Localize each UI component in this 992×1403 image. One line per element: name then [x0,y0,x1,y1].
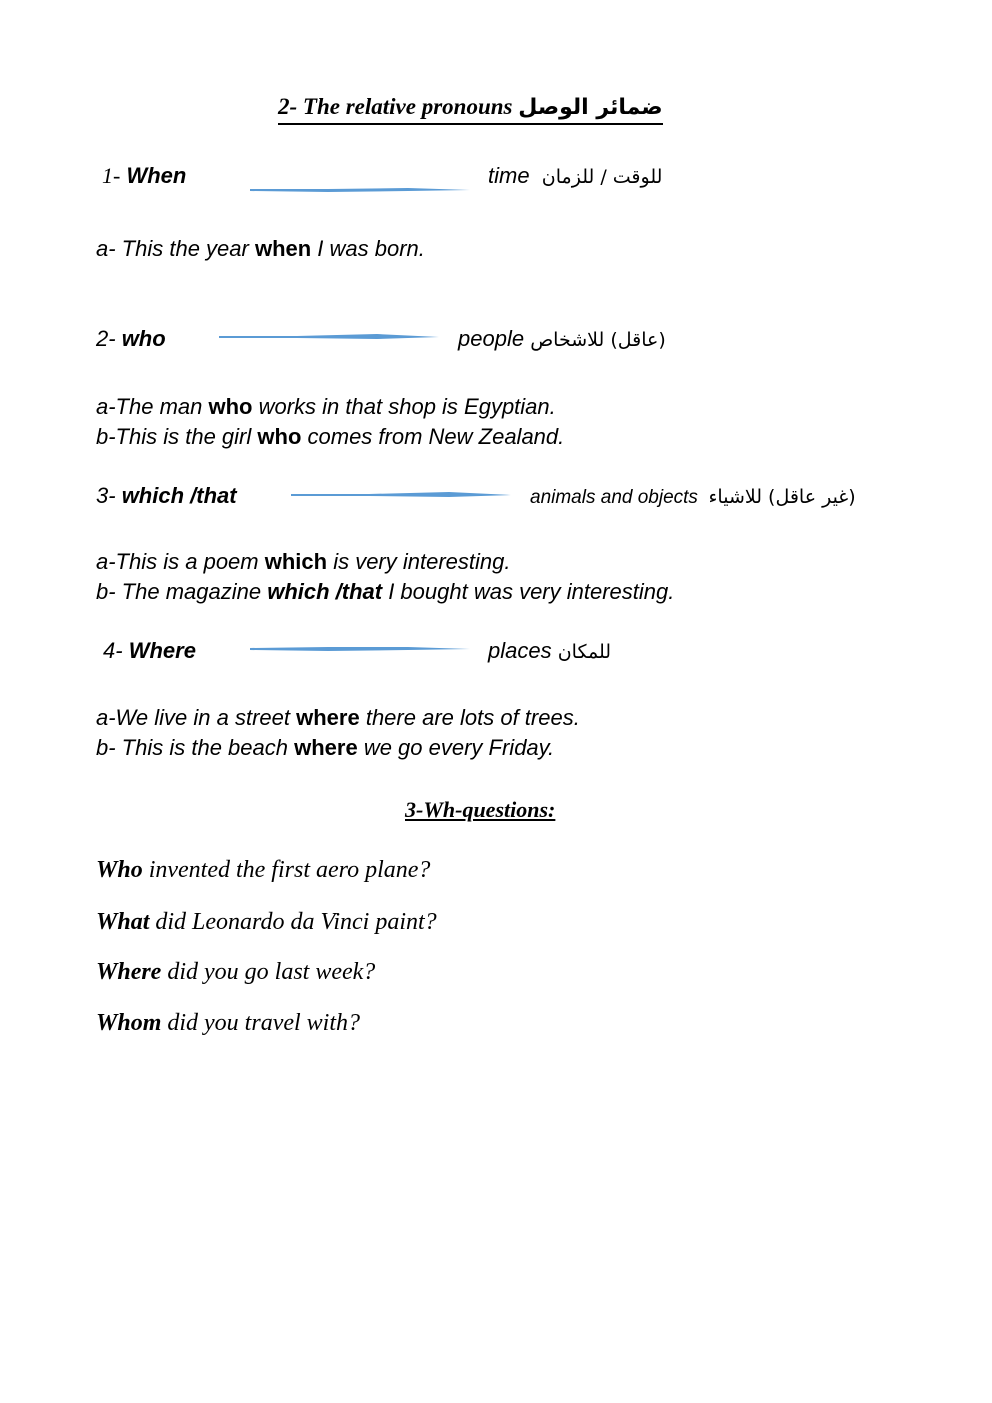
question-word: Where [96,959,162,985]
question-word: Whom [96,1010,162,1036]
meaning-arabic: (غير عاقل) للاشياء [708,486,856,508]
example-line [96,547,510,577]
question-rest: did you go last week? [161,959,376,985]
section-1-heading [102,162,186,190]
example-post: there are lots of trees. [359,705,580,730]
title-text: 2- The relative pronouns [278,94,513,119]
meaning-text: places [488,638,552,663]
meaning-text: people [458,326,525,351]
example-line [96,703,580,733]
question-line [96,1008,360,1038]
section-4-heading [103,637,196,665]
question-line [96,957,375,987]
pronoun: which /that [121,483,237,508]
example-post: works in that shop is Egyptian. [252,394,556,419]
example-pre: b- This is the beach [96,735,295,760]
section-number: 4- [103,638,123,663]
section-number: 3- [96,483,116,508]
section-4-meaning [488,637,611,666]
example-line [96,577,674,607]
example-pre: a-This is a poem [96,549,265,574]
wh-questions-heading: 3-Wh-questions: [405,797,556,822]
section-1-meaning [488,162,662,191]
example-post: I bought was very interesting. [382,579,675,604]
meaning-arabic: للمكان [557,641,612,663]
example-key: which [264,549,328,574]
example-pre: a- This the year [96,236,255,261]
question-word: Who [96,857,143,883]
arrow-icon [217,330,441,344]
example-pre: a-The man [96,394,209,419]
page-title [278,94,663,125]
meaning-text: time [488,163,530,188]
meaning-arabic: (عاقل) للاشخاص [530,329,666,351]
example-key: who [257,424,302,449]
section-2-meaning [458,325,666,354]
question-line [96,907,437,937]
meaning-arabic: للوقت / للزمان [541,166,663,188]
question-rest: did Leonardo da Vinci paint? [149,909,437,935]
example-post: we go every Friday. [357,735,555,760]
example-key: where [294,735,358,760]
example-pre: b-This is the girl [96,424,258,449]
arrow-icon [248,642,472,656]
section-number: 1- [102,163,121,188]
example-line [96,422,564,452]
question-word: What [96,909,150,935]
example-key: which /that [267,579,383,604]
example-post: I was born. [311,236,425,261]
arrow-icon [248,183,472,197]
example-line [96,733,554,763]
pronoun: When [126,163,187,188]
example-post: is very interesting. [327,549,511,574]
question-rest: invented the first aero plane? [142,857,431,883]
question-line [96,855,430,885]
example-post: comes from New Zealand. [301,424,565,449]
example-pre: a-We live in a street [96,705,297,730]
example-pre: b- The magazine [96,579,268,604]
section-2-heading [96,325,166,353]
question-rest: did you travel with? [161,1010,361,1036]
pronoun: who [121,326,166,351]
pronoun: Where [128,638,196,663]
arrow-icon [289,488,513,502]
section-3-heading [96,482,237,510]
title-arabic: ضمائر الوصل [518,95,663,120]
example-key: where [296,705,360,730]
example-key: when [254,236,312,261]
example-line [96,234,425,264]
meaning-text: animals and objects [530,487,698,508]
example-line [96,392,556,422]
example-key: who [208,394,253,419]
section-number: 2- [96,326,116,351]
section-3-meaning [530,483,856,512]
